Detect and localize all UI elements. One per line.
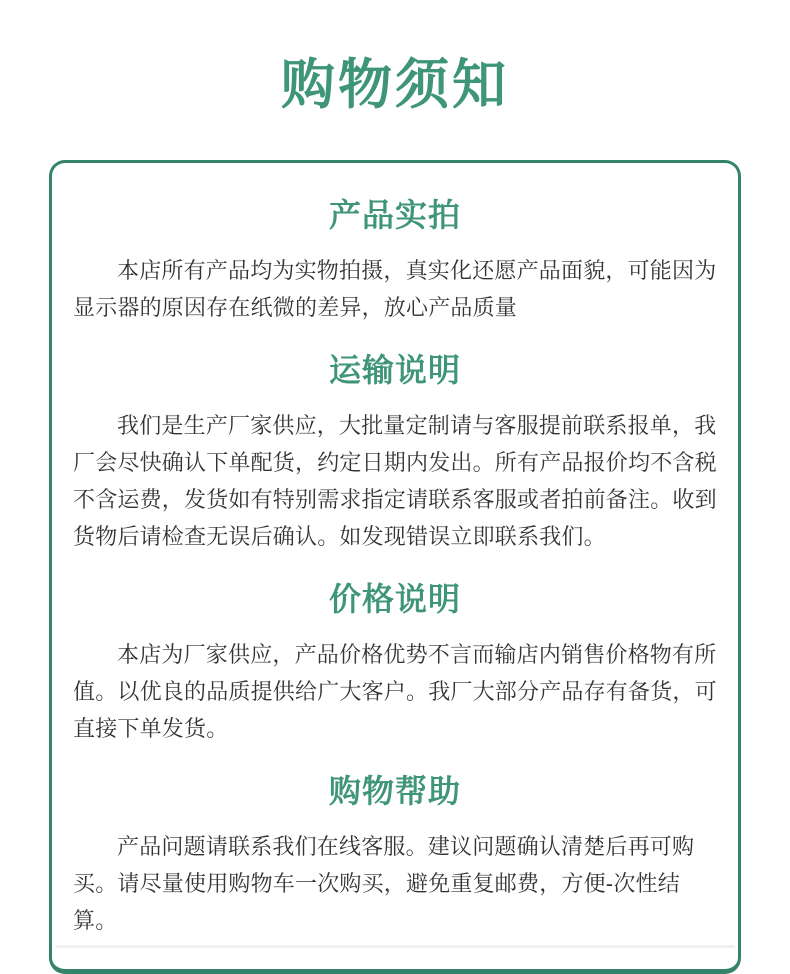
section-heading-shipping-info: 运输说明 (328, 352, 461, 388)
notice-card (49, 160, 741, 974)
section-body-price-info: 本店为厂家供应，产品价格优势不言而输店内销售价格物有所值。以优良的品质提供给广大客户。我厂大部分产品存有备货，可直接下单发货。 (73, 642, 717, 741)
page-title: 购物须知 (281, 55, 509, 115)
section-body-shipping-info: 我们是生产厂家供应，大批量定制请与客服提前联系报单，我厂会尽快确认下单配货，约定日期内发出。所有产品报价均不含税不含运费，发货如有特别需求指定请联系客服或者拍前备注。收到货物后请检查无误后确认。如发现错误立即联系我们。 (73, 413, 717, 549)
section-heading-price-info: 价格说明 (328, 581, 461, 617)
section-product-photos (73, 197, 717, 326)
section-shopping-help (73, 773, 717, 939)
next-card-divider (55, 945, 735, 948)
section-price-info (73, 581, 717, 747)
section-shipping-info (73, 352, 717, 555)
section-body-product-photos: 本店所有产品均为实物拍摄，真实化还愿产品面貌，可能因为显示器的原因存在纸微的差异，放心产品质量 (73, 258, 717, 320)
section-heading-shopping-help: 购物帮助 (328, 773, 461, 809)
section-heading-product-photos: 产品实拍 (328, 197, 461, 233)
section-body-shopping-help: 产品问题请联系我们在线客服。建议问题确认清楚后再可购买。请尽量使用购物车一次购买，避免重复邮费，方便-次性结算。 (73, 834, 695, 933)
